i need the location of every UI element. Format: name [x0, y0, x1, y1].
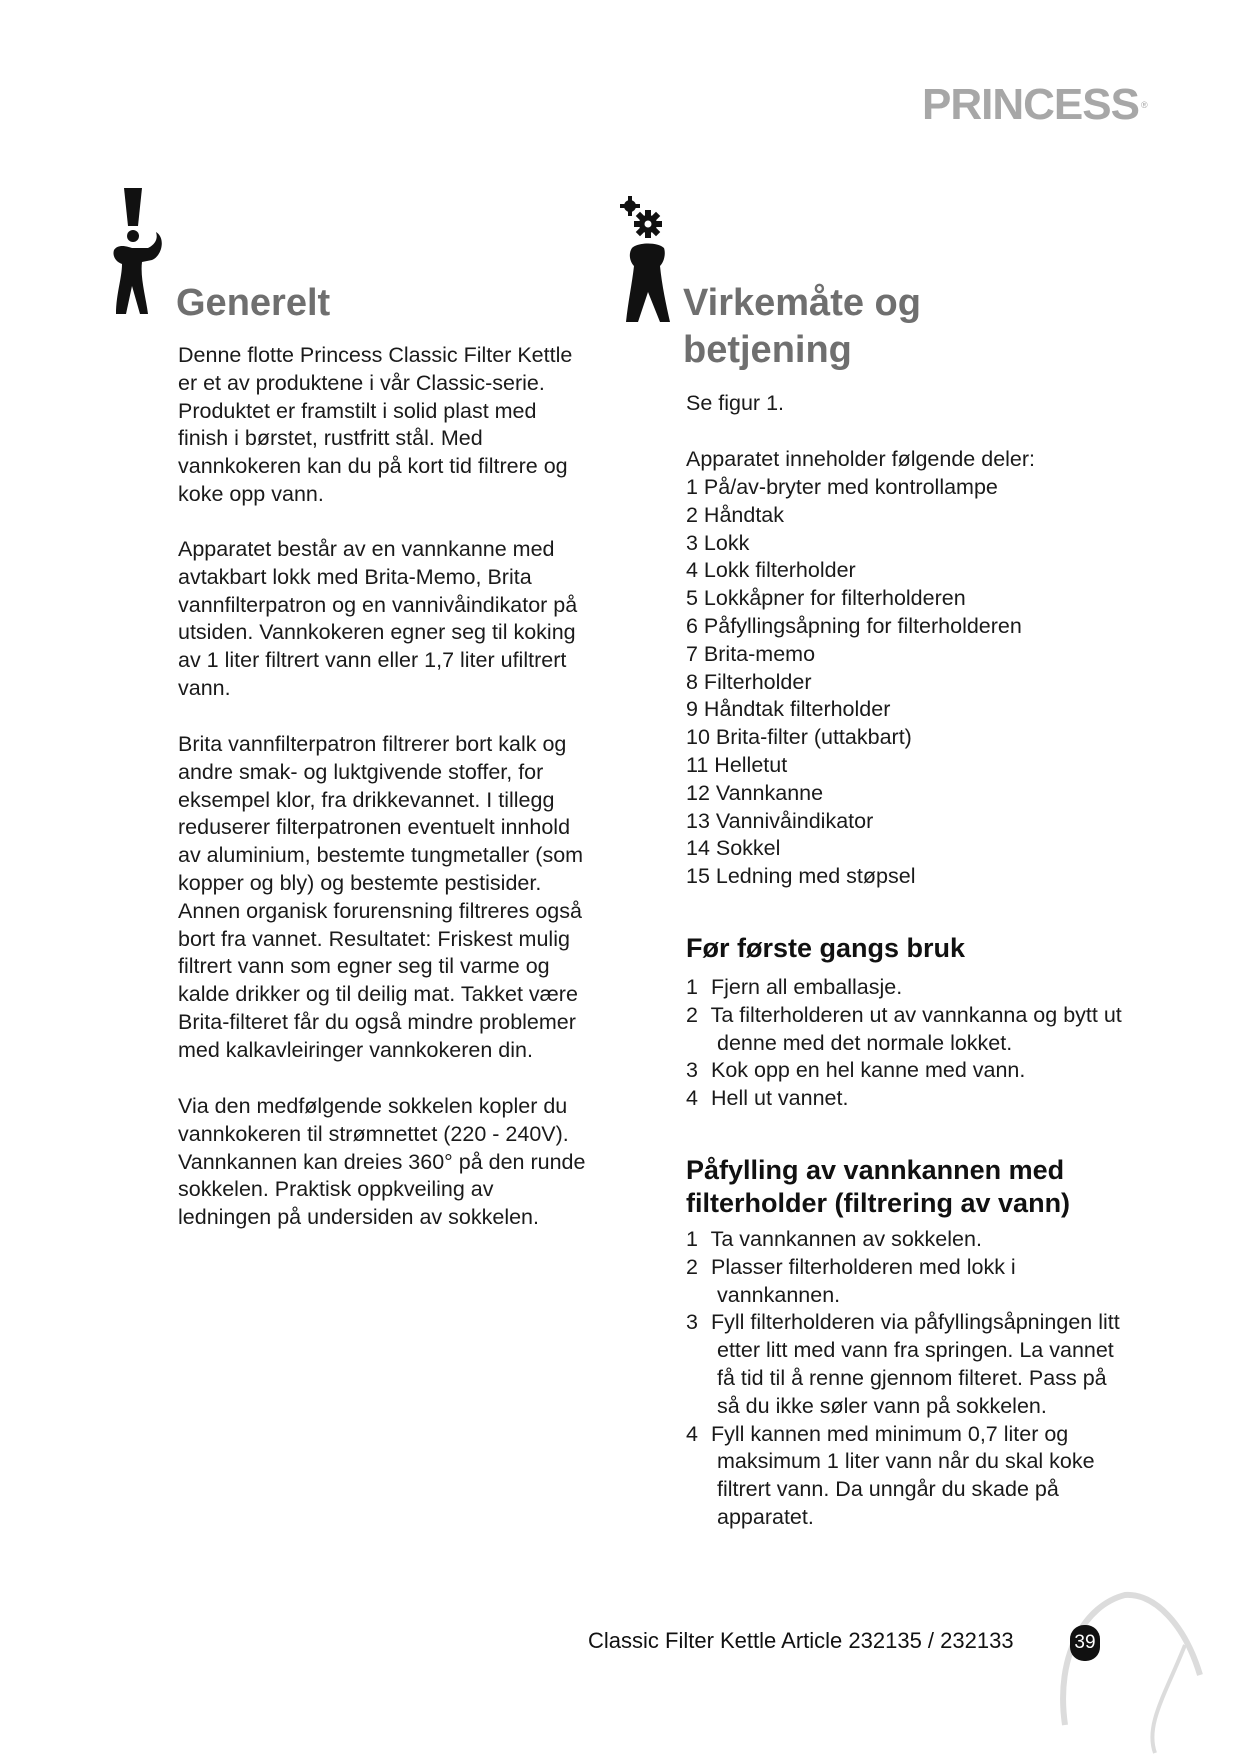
list-item	[686, 1057, 1126, 1085]
step-text: Fjern all emballasje.	[710, 975, 903, 999]
list-item: 11 Helletut	[686, 752, 788, 777]
list-item: 1 På/av-bryter med kontrollampe	[686, 475, 998, 499]
list-item: 10 Brita-filter (uttakbart)	[686, 725, 912, 750]
step-number: 1	[686, 1227, 698, 1251]
parts-list	[686, 474, 1022, 891]
step-text: Ta vannkannen av sokkelen.	[710, 1227, 982, 1251]
heading-generelt: Generelt	[176, 282, 331, 324]
step-number: 4	[686, 1421, 698, 1446]
footer-article-text: Classic Filter Kettle Article 232135 / 232133	[588, 1628, 1014, 1653]
list-item	[686, 1309, 1126, 1420]
list-item: 3 Lokk	[686, 530, 750, 555]
logo-registered: ®	[1140, 100, 1147, 110]
step-text: Plasser filterholderen med lokk i vannkannen.	[710, 1254, 1016, 1307]
list-item	[686, 1254, 1126, 1310]
filling-steps	[686, 1226, 1126, 1532]
heading-virkemate-line2: betjening	[683, 329, 852, 371]
list-item: 13 Vannivåindikator	[686, 808, 874, 833]
list-item	[686, 1226, 1126, 1254]
step-number: 4	[686, 1086, 698, 1111]
list-item: 9 Håndtak filterholder	[686, 697, 891, 722]
paragraph-base: Via den medfølgende sokkelen kopler du vannkokeren til strømnettet (220 - 240V). Vannkannen kan dreies 360° på den runde sokkelen. Praktisk oppkveiling av ledningen på undersiden av sokkelen.	[178, 1094, 586, 1230]
heading-virkemate-line1: Virkemåte og	[683, 282, 921, 324]
heading-virkemate	[683, 280, 921, 374]
heading-filling	[686, 1154, 1070, 1220]
see-figure-text: Se figur 1.	[686, 391, 784, 415]
list-item: 2 Håndtak	[686, 502, 785, 527]
paragraph-intro: Denne flotte Princess Classic Filter Kettle er et av produktene i vår Classic-serie. Produktet er framstilt i solid plast med finish i børstet, rustfritt stål. Med vannkokeren kan du på kort tid filtrere og koke opp vann.	[178, 343, 573, 506]
heading-filling-line2: filterholder (filtrering av vann)	[686, 1188, 1071, 1218]
list-item: 7 Brita-memo	[686, 641, 816, 666]
step-number: 3	[686, 1058, 698, 1083]
list-item: 5 Lokkåpner for filterholderen	[686, 586, 966, 611]
parts-intro-text: Apparatet inneholder følgende deler:	[686, 447, 1036, 471]
list-item: 15 Ledning med støpsel	[686, 864, 916, 889]
heading-first-use: Før første gangs bruk	[686, 933, 966, 963]
step-number: 2	[686, 1002, 698, 1027]
list-item: 4 Lokk filterholder	[686, 558, 856, 583]
step-text: Hell ut vannet.	[710, 1086, 849, 1111]
list-item	[686, 1421, 1126, 1532]
step-text: Ta filterholderen ut av vannkanna og bytt ut denne med det normale lokket.	[710, 1002, 1122, 1055]
princess-logo	[920, 80, 1147, 130]
step-text: Fyll filterholderen via påfyllingsåpningen litt etter litt med vann fra springen. La vannet få tid til å renne gjennom filteret. Pass på så du ikke søler vann på sokkelen.	[710, 1310, 1120, 1418]
list-item: 8 Filterholder	[686, 669, 812, 694]
step-number: 3	[686, 1310, 698, 1335]
logo-text: PRINCESS	[922, 80, 1139, 129]
paragraph-filter: Brita vannfilterpatron filtrerer bort kalk og andre smak- og luktgivende stoffer, for eksempel klor, fra drikkevannet. I tillegg reduserer filterpatronen eventuelt innhold av aluminium, bestemte tungmetaller (som kopper og bly) og bestemte pestisider. Annen organisk forurensning filtreres også bort fra vannet. Resultatet: Friskest mulig filtrert vann som egner seg til varme og kalde drikker og til deilig mat. Takket være Brita-filteret får du også mindre problemer med kalkavleiringer vannkokeren din.	[178, 732, 584, 1062]
list-item	[686, 1085, 1126, 1113]
page-number: 39	[1070, 1625, 1100, 1661]
warning-figure-icon	[112, 186, 172, 318]
heading-filling-line1: Påfylling av vannkannen med	[686, 1155, 1065, 1185]
paragraph-components: Apparatet består av en vannkanne med avtakbart lokk med Brita-Memo, Brita vannfilterpatron og en vannivåindikator på utsiden. Vannkokeren egner seg til koking av 1 liter filtrert vann eller 1,7 liter ufiltrert vann.	[178, 537, 578, 700]
list-item: 14 Sokkel	[686, 836, 781, 861]
page-arc-decoration	[1035, 1585, 1205, 1754]
first-use-steps	[686, 974, 1126, 1113]
list-item: 6 Påfyllingsåpning for filterholderen	[686, 613, 1022, 638]
step-text: Kok opp en hel kanne med vann.	[710, 1058, 1026, 1083]
step-number: 2	[686, 1254, 698, 1279]
step-number: 1	[686, 975, 698, 999]
step-text: Fyll kannen med minimum 0,7 liter og maksimum 1 liter vann når du skal koke filtrert vann. Da unngår du skade på apparatet.	[710, 1421, 1095, 1529]
gear-figure-icon	[618, 196, 680, 324]
list-item	[686, 974, 1126, 1002]
list-item	[686, 1002, 1126, 1058]
list-item: 12 Vannkanne	[686, 780, 824, 805]
